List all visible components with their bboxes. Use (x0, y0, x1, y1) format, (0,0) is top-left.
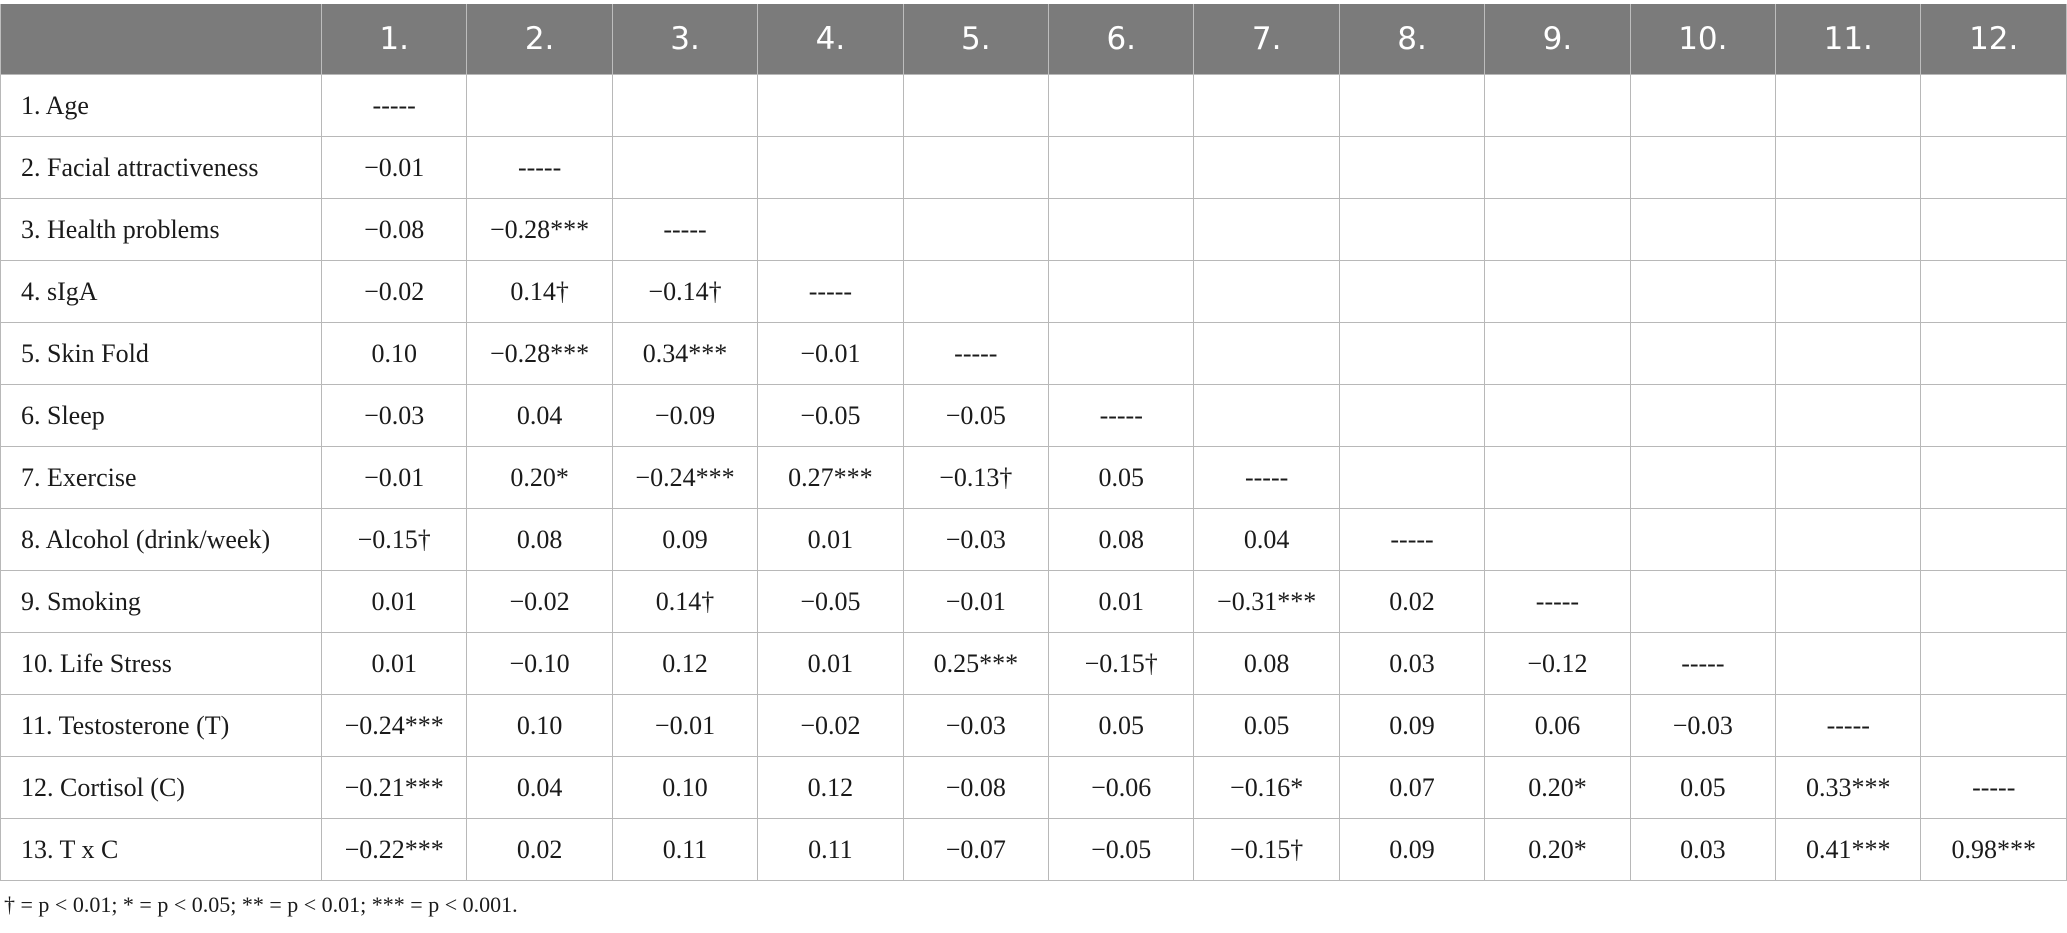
row-label: 13. T x C (1, 819, 322, 881)
table-cell: −0.01 (903, 571, 1048, 633)
table-cell: 0.25*** (903, 633, 1048, 695)
table-cell (1485, 261, 1630, 323)
table-row (1, 509, 2067, 571)
table-cell: −0.05 (758, 571, 903, 633)
table-cell (1630, 323, 1775, 385)
table-cell: 0.08 (1194, 633, 1339, 695)
table-cell: −0.05 (903, 385, 1048, 447)
header-cell: 8. (1339, 4, 1484, 75)
table-cell (1194, 137, 1339, 199)
table-cell (1630, 75, 1775, 137)
table-cell: 0.04 (467, 385, 612, 447)
table-cell: −0.22*** (322, 819, 467, 881)
table-cell: 0.27*** (758, 447, 903, 509)
table-cell (1776, 261, 1921, 323)
table-row (1, 323, 2067, 385)
table-cell (1049, 75, 1194, 137)
table-cell: ----- (1485, 571, 1630, 633)
row-label: 3. Health problems (1, 199, 322, 261)
table-cell: −0.16* (1194, 757, 1339, 819)
table-row (1, 571, 2067, 633)
table-cell: 0.09 (612, 509, 757, 571)
table-cell (1921, 323, 2067, 385)
table-cell: −0.15† (322, 509, 467, 571)
table-cell: 0.20* (1485, 757, 1630, 819)
table-cell (1049, 261, 1194, 323)
table-cell: 0.08 (1049, 509, 1194, 571)
table-cell: −0.03 (903, 509, 1048, 571)
table-cell (758, 137, 903, 199)
table-cell: ----- (1921, 757, 2067, 819)
table-cell (903, 137, 1048, 199)
table-cell (1485, 75, 1630, 137)
table-cell: 0.03 (1339, 633, 1484, 695)
row-label: 9. Smoking (1, 571, 322, 633)
table-cell: ----- (903, 323, 1048, 385)
row-label: 1. Age (1, 75, 322, 137)
table-row (1, 447, 2067, 509)
table-cell (758, 75, 903, 137)
table-cell (1339, 323, 1484, 385)
table-cell: 0.09 (1339, 695, 1484, 757)
table-cell (1630, 137, 1775, 199)
table-cell (1194, 261, 1339, 323)
table-cell: 0.04 (467, 757, 612, 819)
header-cell: 6. (1049, 4, 1194, 75)
table-cell (1776, 385, 1921, 447)
table-cell: 0.05 (1049, 447, 1194, 509)
table-cell: 0.09 (1339, 819, 1484, 881)
table-cell (1339, 447, 1484, 509)
row-label: 7. Exercise (1, 447, 322, 509)
row-label: 4. sIgA (1, 261, 322, 323)
table-cell: −0.03 (1630, 695, 1775, 757)
table-cell: 0.12 (758, 757, 903, 819)
header-cell: 1. (322, 4, 467, 75)
table-cell: −0.01 (322, 137, 467, 199)
table-cell: −0.28*** (467, 199, 612, 261)
table-cell: −0.31*** (1194, 571, 1339, 633)
table-cell (1921, 571, 2067, 633)
table-cell (1776, 571, 1921, 633)
table-cell: 0.11 (758, 819, 903, 881)
table-cell (612, 75, 757, 137)
table-cell: 0.01 (758, 509, 903, 571)
table-row (1, 385, 2067, 447)
table-cell: 0.20* (1485, 819, 1630, 881)
table-cell: 0.14† (467, 261, 612, 323)
table-cell: −0.01 (322, 447, 467, 509)
table-cell: −0.07 (903, 819, 1048, 881)
header-cell (1, 4, 322, 75)
table-cell (1339, 385, 1484, 447)
header-cell: 7. (1194, 4, 1339, 75)
table-row (1, 695, 2067, 757)
row-label: 10. Life Stress (1, 633, 322, 695)
table-cell: −0.05 (1049, 819, 1194, 881)
table-cell (1194, 385, 1339, 447)
table-cell: 0.01 (322, 633, 467, 695)
table-cell: 0.05 (1049, 695, 1194, 757)
header-cell: 10. (1630, 4, 1775, 75)
table-cell: −0.08 (903, 757, 1048, 819)
table-cell: 0.07 (1339, 757, 1484, 819)
table-cell: ----- (467, 137, 612, 199)
table-cell: −0.09 (612, 385, 757, 447)
table-cell (1485, 509, 1630, 571)
table-cell: ----- (1194, 447, 1339, 509)
table-cell: 0.02 (467, 819, 612, 881)
table-cell (1194, 323, 1339, 385)
row-label: 8. Alcohol (drink/week) (1, 509, 322, 571)
row-label: 5. Skin Fold (1, 323, 322, 385)
table-cell (1921, 199, 2067, 261)
table-cell: −0.03 (903, 695, 1048, 757)
table-cell (1776, 75, 1921, 137)
table-cell: 0.41*** (1776, 819, 1921, 881)
table-row (1, 633, 2067, 695)
header-cell: 2. (467, 4, 612, 75)
table-cell (1776, 509, 1921, 571)
table-cell: 0.33*** (1776, 757, 1921, 819)
table-cell (1485, 385, 1630, 447)
table-cell (1630, 571, 1775, 633)
table-cell (1776, 137, 1921, 199)
header-cell: 5. (903, 4, 1048, 75)
table-row (1, 137, 2067, 199)
table-cell: −0.13† (903, 447, 1048, 509)
header-cell: 11. (1776, 4, 1921, 75)
table-cell (1194, 75, 1339, 137)
table-cell (1921, 447, 2067, 509)
table-cell: ----- (1776, 695, 1921, 757)
table-cell (1921, 137, 2067, 199)
table-cell (1339, 199, 1484, 261)
table-cell: 0.08 (467, 509, 612, 571)
table-cell: ----- (1049, 385, 1194, 447)
table-row (1, 757, 2067, 819)
table-cell (1485, 323, 1630, 385)
table-cell: −0.15† (1194, 819, 1339, 881)
table-cell (1776, 199, 1921, 261)
table-cell (1485, 137, 1630, 199)
table-cell: −0.01 (612, 695, 757, 757)
table-cell: ----- (1339, 509, 1484, 571)
table-cell: 0.02 (1339, 571, 1484, 633)
table-cell: 0.01 (758, 633, 903, 695)
table-cell: 0.10 (322, 323, 467, 385)
row-label: 6. Sleep (1, 385, 322, 447)
table-cell (1921, 695, 2067, 757)
table-cell: ----- (322, 75, 467, 137)
header-cell: 12. (1921, 4, 2067, 75)
table-cell (1049, 323, 1194, 385)
table-cell: 0.05 (1630, 757, 1775, 819)
table-cell (1339, 261, 1484, 323)
table-cell: 0.10 (612, 757, 757, 819)
correlation-table (0, 4, 2067, 881)
table-cell: 0.04 (1194, 509, 1339, 571)
table-cell (1630, 261, 1775, 323)
table-cell: −0.08 (322, 199, 467, 261)
table-cell: ----- (1630, 633, 1775, 695)
table-cell (612, 137, 757, 199)
table-cell (1921, 509, 2067, 571)
table-cell (1339, 75, 1484, 137)
table-row (1, 261, 2067, 323)
header-cell: 4. (758, 4, 903, 75)
table-cell (903, 199, 1048, 261)
table-cell: ----- (758, 261, 903, 323)
table-cell (1485, 447, 1630, 509)
table-cell: −0.01 (758, 323, 903, 385)
table-cell: −0.24*** (612, 447, 757, 509)
header-row (1, 4, 2067, 75)
table-cell: −0.02 (758, 695, 903, 757)
table-cell: −0.06 (1049, 757, 1194, 819)
table-cell: −0.02 (467, 571, 612, 633)
table-cell: −0.24*** (322, 695, 467, 757)
row-label: 2. Facial attractiveness (1, 137, 322, 199)
table-cell (1049, 137, 1194, 199)
table-cell (1630, 447, 1775, 509)
table-cell: 0.14† (612, 571, 757, 633)
table-cell (1776, 447, 1921, 509)
table-row (1, 819, 2067, 881)
table-cell: 0.34*** (612, 323, 757, 385)
table-cell (1921, 385, 2067, 447)
table-cell (758, 199, 903, 261)
table-cell (903, 75, 1048, 137)
table-cell (1049, 199, 1194, 261)
table-cell (1921, 261, 2067, 323)
table-cell: −0.28*** (467, 323, 612, 385)
header-cell: 9. (1485, 4, 1630, 75)
row-label: 11. Testosterone (T) (1, 695, 322, 757)
table-cell (1630, 385, 1775, 447)
table-footnote: † = p < 0.01; * = p < 0.05; ** = p < 0.01; *** = p < 0.001. (4, 892, 518, 917)
table-cell: 0.20* (467, 447, 612, 509)
table-cell: ----- (612, 199, 757, 261)
table-cell: −0.21*** (322, 757, 467, 819)
table-cell (1776, 323, 1921, 385)
table-cell (1630, 509, 1775, 571)
table-cell: 0.03 (1630, 819, 1775, 881)
table-cell: −0.05 (758, 385, 903, 447)
table-cell: −0.14† (612, 261, 757, 323)
row-label: 12. Cortisol (C) (1, 757, 322, 819)
table-cell (1485, 199, 1630, 261)
table-cell: 0.06 (1485, 695, 1630, 757)
table-cell: 0.01 (322, 571, 467, 633)
table-cell (1339, 137, 1484, 199)
table-cell: 0.10 (467, 695, 612, 757)
table-cell: −0.02 (322, 261, 467, 323)
table-cell: −0.10 (467, 633, 612, 695)
table-cell: 0.11 (612, 819, 757, 881)
table-cell: 0.01 (1049, 571, 1194, 633)
table-row (1, 199, 2067, 261)
table-cell (903, 261, 1048, 323)
table-cell: 0.98*** (1921, 819, 2067, 881)
table-cell: −0.03 (322, 385, 467, 447)
table-cell (1921, 75, 2067, 137)
table-cell (1921, 633, 2067, 695)
table-row (1, 75, 2067, 137)
header-cell: 3. (612, 4, 757, 75)
table-cell (1630, 199, 1775, 261)
table-cell (1776, 633, 1921, 695)
table-cell: −0.15† (1049, 633, 1194, 695)
table-cell (1194, 199, 1339, 261)
table-cell: 0.12 (612, 633, 757, 695)
table-cell (467, 75, 612, 137)
table-cell: −0.12 (1485, 633, 1630, 695)
table-cell: 0.05 (1194, 695, 1339, 757)
